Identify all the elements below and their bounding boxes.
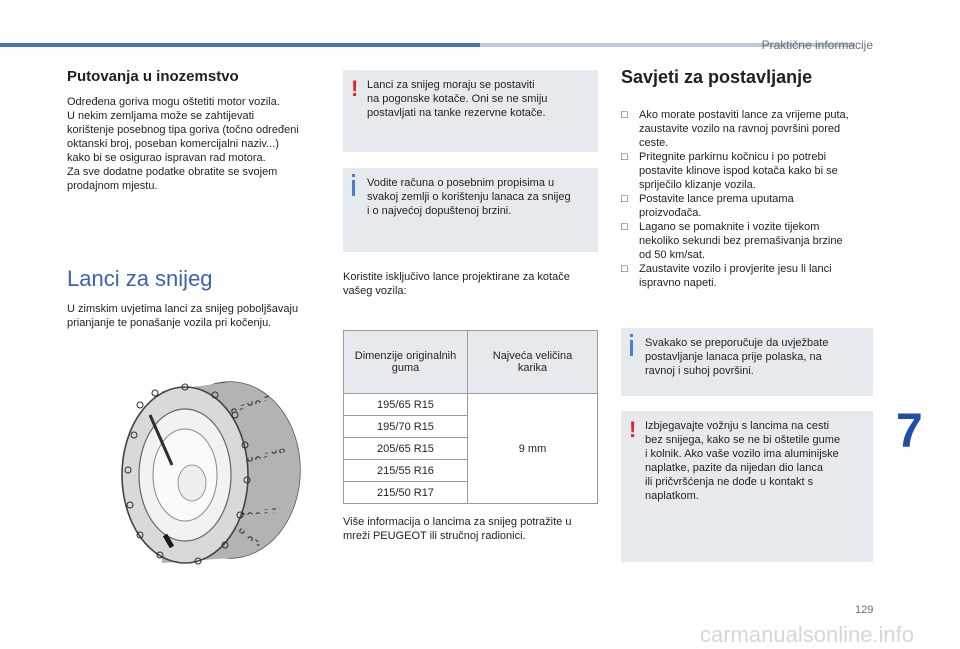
checkbox-bullet-icon: □: [621, 221, 628, 233]
watermark: carmanualsonline.info: [700, 622, 915, 647]
tips-title: Savjeti za postavljanje: [621, 67, 813, 87]
text-line: ispravno napeti.: [639, 277, 717, 289]
text-line: kako bi se osigurao ispravan rad motora.: [67, 152, 266, 164]
text-line: Zaustavite vozilo i provjerite jesu li lanci: [639, 263, 832, 275]
text-line: Lagano se pomaknite i vozite tijekom: [639, 221, 820, 233]
text-line: ravnoj i suhoj površini.: [645, 365, 754, 377]
list-item: [621, 150, 871, 192]
chapter-number: 7: [896, 405, 923, 458]
text-line: postavljanje lanaca prije polaska, na: [645, 351, 822, 363]
text-line: oktanski broj, poseban komercijalni naziv...): [67, 138, 279, 150]
text-line: Svakako se preporučuje da uvježbate: [645, 337, 829, 349]
warning-note-text: [645, 419, 840, 503]
info-icon-bar: [352, 180, 355, 196]
text-line: ceste.: [639, 137, 669, 149]
warning-note-1: [343, 70, 598, 152]
text-line: naplatkom.: [645, 490, 699, 502]
info-icon: [352, 174, 355, 177]
text-line: Više informacija o lancima za snijeg potražite u: [343, 516, 572, 528]
chain-size-table: [343, 330, 598, 504]
text-line: Ako morate postaviti lance za vrijeme puta,: [639, 109, 849, 121]
header-line: Dimenzije originalnih: [354, 350, 457, 362]
table-cell-link-size: 9 mm: [468, 394, 598, 504]
text-line: ili pričvršćenja ne dođe u kontakt s: [645, 476, 814, 488]
info-note-2: [621, 328, 873, 396]
text-line: mreži PEUGEOT ili stručnoj radionici.: [343, 530, 526, 542]
travel-text: [67, 95, 329, 193]
text-line: bez snijega, kako se ne bi oštetile gume: [645, 434, 841, 446]
text-line: prianjanje te ponašanje vozila pri kočenju.: [67, 317, 272, 329]
list-item: [621, 262, 871, 290]
text-line: i o najvećoj dopuštenoj brzini.: [367, 205, 512, 217]
warning-icon: !: [629, 417, 637, 442]
checkbox-bullet-icon: □: [621, 193, 628, 205]
header-line: karika: [517, 362, 548, 374]
text-line: i kolnik. Ako vaše vozilo ima aluminijske: [645, 448, 839, 460]
tips-list: [621, 108, 871, 290]
page-number: 129: [855, 604, 874, 616]
text-line: proizvođača.: [639, 207, 702, 219]
text-line: nekoliko sekundi bez premašivanja brzine: [639, 235, 843, 247]
text-line: Postavite lance prema uputama: [639, 193, 794, 205]
text-line: postavljati na tanke rezervne kotače.: [367, 107, 546, 119]
table-cell-size: 205/65 R15: [344, 438, 468, 460]
header-line: Najveća veličina: [492, 350, 573, 362]
header-line: guma: [391, 362, 420, 374]
text-line: Izbjegavajte vožnju s lancima na cesti: [645, 420, 830, 432]
info-icon-bar: [630, 340, 633, 356]
travel-section: [67, 68, 329, 193]
list-item: [621, 192, 871, 220]
text-line: Pritegnite parkirnu kočnicu i po potrebi: [639, 151, 827, 163]
text-line: U nekim zemljama može se zahtijevati: [67, 110, 255, 122]
text-line: svakoj zemlji o korištenju lanaca za snijeg: [367, 191, 571, 203]
text-line: Lanci za snijeg moraju se postaviti: [367, 79, 535, 91]
table-header-tyre: [344, 331, 468, 394]
header-bar: [0, 43, 480, 47]
use-chains-text: [343, 270, 598, 298]
text-line: postavite klinove ispod kotača kako bi se: [639, 165, 838, 177]
text-line: spriječilo klizanje vozila.: [639, 179, 756, 191]
info-icon: [630, 334, 633, 337]
text-line: na pogonske kotače. Oni se ne smiju: [367, 93, 548, 105]
table-cell-size: 195/70 R15: [344, 416, 468, 438]
text-line: zaustavite vozilo na ravnoj površini pored: [639, 123, 841, 135]
list-item: [621, 220, 871, 262]
text-line: vašeg vozila:: [343, 285, 407, 297]
section-title: Praktične informacije: [761, 38, 873, 52]
text-line: prodajnom mjestu.: [67, 180, 158, 192]
checkbox-bullet-icon: □: [621, 151, 628, 163]
chains-title: Lanci za snijeg: [67, 266, 213, 291]
table-header-link: [468, 331, 598, 394]
info-note-text: [645, 336, 828, 378]
warning-note-2: [621, 411, 873, 562]
tire-chain-illustration: [110, 375, 310, 570]
info-note-text: [367, 176, 571, 218]
text-line: korištenje posebnog tipa goriva (točno određeni: [67, 124, 299, 136]
more-info-text: [343, 515, 598, 543]
text-line: Određena goriva mogu oštetiti motor vozila.: [67, 96, 280, 108]
text-line: naplatke, pazite da nijedan dio lanca: [645, 462, 823, 474]
warning-note-text: [367, 78, 547, 120]
table-cell-size: 215/55 R16: [344, 460, 468, 482]
list-item: [621, 108, 871, 150]
travel-title: Putovanja u inozemstvo: [67, 68, 239, 85]
warning-icon: !: [351, 76, 359, 101]
chains-text: [67, 302, 329, 330]
text-line: Koristite isključivo lance projektirane za kotače: [343, 271, 570, 283]
table-cell-size: 195/65 R15: [344, 394, 468, 416]
text-line: od 50 km/sat.: [639, 249, 706, 261]
info-note-1: [343, 168, 598, 252]
text-line: Za sve dodatne podatke obratite se svojem: [67, 166, 278, 178]
checkbox-bullet-icon: □: [621, 109, 628, 121]
text-line: U zimskim uvjetima lanci za snijeg poboljšavaju: [67, 303, 299, 315]
table-cell-size: 215/50 R17: [344, 482, 468, 504]
text-line: Vodite računa o posebnim propisima u: [367, 177, 555, 189]
checkbox-bullet-icon: □: [621, 263, 628, 275]
